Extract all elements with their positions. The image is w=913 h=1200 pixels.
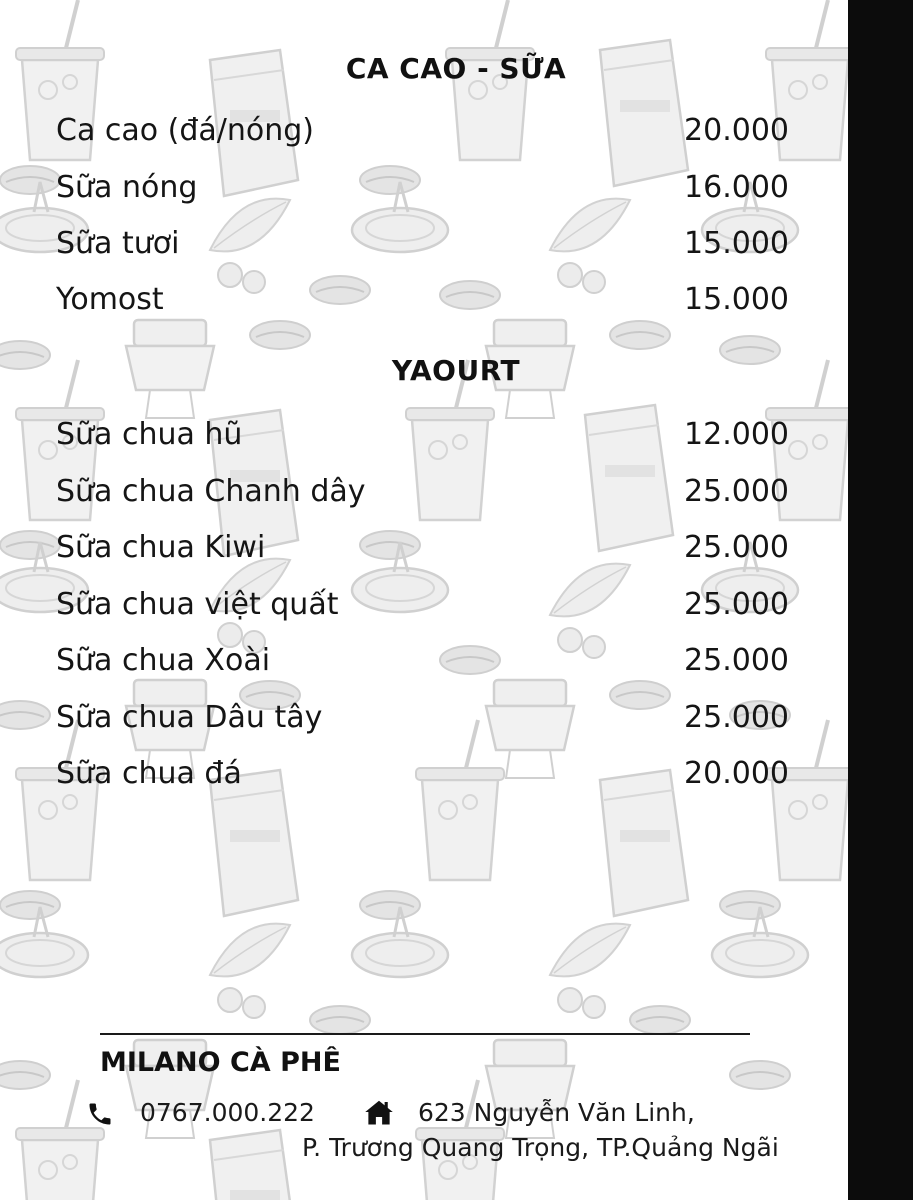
item-name: Sữa chua Chanh dây [56,473,366,509]
menu-item [56,471,789,511]
section-title-yaourt: YAOURT [391,354,521,387]
item-name: Yomost [56,281,164,317]
item-name: Sữa nóng [56,169,198,205]
section-title-cacao-sua: CA CAO - SỮA [345,52,567,85]
item-price: 25.000 [684,473,789,509]
address-line-1: 623 Nguyễn Văn Linh, [418,1098,695,1127]
menu-item [56,697,789,737]
item-price: 20.000 [684,755,789,791]
menu-item [56,167,789,207]
item-name: Sữa chua Xoài [56,642,271,678]
item-price: 25.000 [684,642,789,678]
menu-item [56,527,789,567]
item-name: Sữa chua hũ [56,416,243,452]
item-name: Sữa chua Dâu tây [56,699,323,735]
item-name: Sữa chua việt quất [56,586,339,622]
item-price: 25.000 [684,529,789,565]
item-name: Sữa chua Kiwi [56,529,266,565]
item-price: 25.000 [684,586,789,622]
home-icon [364,1098,394,1126]
item-price: 15.000 [684,281,789,317]
phone-icon [86,1100,114,1128]
item-name: Sữa tươi [56,225,180,261]
item-price: 12.000 [684,416,789,452]
item-price: 20.000 [684,112,789,148]
phone-number: 0767.000.222 [140,1098,315,1127]
brand-name: MILANO CÀ PHÊ [100,1047,341,1078]
item-price: 15.000 [684,225,789,261]
menu-item [56,279,789,319]
right-edge-band [848,0,913,1200]
menu-item [56,414,789,454]
menu-item [56,640,789,680]
item-name: Ca cao (đá/nóng) [56,112,315,148]
menu-item [56,110,789,150]
address-line-2: P. Trương Quang Trọng, TP.Quảng Ngãi [302,1133,779,1162]
item-price: 25.000 [684,699,789,735]
item-name: Sữa chua đá [56,755,242,791]
menu-item [56,223,789,263]
menu-item [56,584,789,624]
item-price: 16.000 [684,169,789,205]
footer-divider [100,1033,750,1035]
menu-item [56,753,789,793]
